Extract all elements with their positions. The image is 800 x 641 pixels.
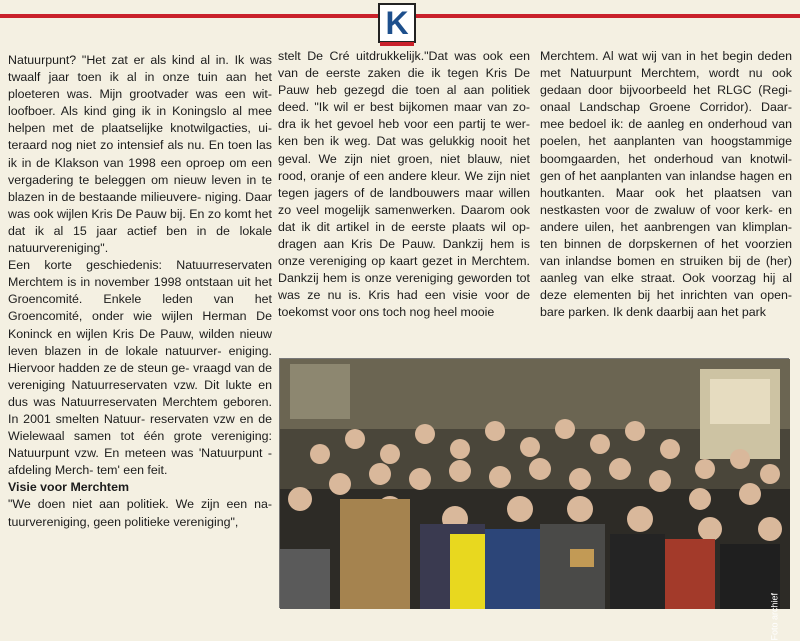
group-photo-illustration bbox=[280, 359, 790, 609]
logo-letter: K bbox=[385, 5, 409, 41]
group-photo bbox=[279, 358, 789, 641]
article-column-2 bbox=[278, 48, 530, 322]
magazine-logo bbox=[378, 3, 416, 43]
photo-credit: Foto archief bbox=[770, 593, 780, 641]
section-heading: Visie voor Merchtem bbox=[8, 480, 129, 495]
paragraph-politics: stelt De Cré uitdrukkelijk."Dat was ook een van de eerste zaken die ik tegen Kris De Pauw heb gezegd die toen al aan politiek deed. "Ik wil er best bijkomen maar van zo- dra ik het gevoel heb voor een partij te wer- ken ben ik weg. Dat was gelukkig nooit het geval. We zijn niet groen, niet blauw, niet rood, oranje of een andere kleur. We zijn niet tegen jagers of de landbouwers maar willen zo veel mogelijk samenwerken. Daarom ook dat ik dit artikel in de eerste plaats wil op- dragen aan Kris De Pauw. Dankzij hem is onze vereniging op kaart gezet in Merchtem. Dankzij hem is onze vereniging geworden tot was ze nu is. Kris had een visie voor de toekomst voor ons toch nog heel mooie bbox=[278, 49, 530, 320]
article-column-1 bbox=[8, 52, 272, 531]
paragraph-vision-start: "We doen niet aan politiek. We zijn een na- tuurvereniging, geen politieke vereniging", bbox=[8, 497, 272, 529]
article-column-3 bbox=[540, 48, 792, 322]
paragraph-intro: Natuurpunt? "Het zat er als kind al in. Ik was twaalf jaar toen ik al in onze tuin aan het ploeteren was. Mijn grootvader was een wit- loofboer. Als kind ging ik in Koningslo al mee helpen met de plaatselijke knotwilgacties, ui- teraard nog niet zo intensief als nu. En toen las ik in de Klakson van 1998 een oproep om een vergadering te beleggen om nieuw leven in te blazen in de bestaande milieuvere- niging. Daar was ook wijlen Kris De Pauw bij. En zo komt het dat ik al 15 jaar actief ben in de lokale natuurvereniging". bbox=[8, 53, 272, 256]
paragraph-history: Een korte geschiedenis: Natuurreservaten Merchtem is in november 1998 ontstaan uit het Groencomité. Enkele leden van het Groencomité, onder wie wijlen Herman De Koninck en wijlen Kris De Pauw, wilden nieuw leven blazen in de lokale natuurver- eniging. Hiervoor hadden ze de steun ge- vraagd van de vereniging Natuurreservaten vzw. Dit lukte en dus was Natuurreservaten Merchtem geboren. In 2001 smelten Natuur- reservaten vzw en de Wielewaal samen tot één grote vereniging: Natuurpunt vzw. En meteen was 'Natuurpunt - afdeling Merch- tem' een feit. bbox=[8, 258, 272, 478]
logo-stripe bbox=[380, 42, 414, 46]
paragraph-rlgc: Merchtem. Al wat wij van in het begin deden met Natuurpunt Merchtem, wordt nu ook gedaan door bijvoorbeeld het RLGC (Regi- onaal Landschap Groene Corridor). Daar- mee bedoel ik: de aanleg en onderhoud van poelen, het aanplanten van hoogstammige boomgaarden, het onderhoud van knotwil- gen of het aanplanten van inlandse hagen en houtkanten. Maar ook het plaatsen van nestkasten voor de zwaluw of voor kerk- en andere uilen, het aanbrengen van klimplan- ten binnen de dorpskernen of het voorzien van inlandse bomen en struiken bij de (her) aanleg van elke straat. Ook voorzag hij al deze elementen bij het inrichten van open- bare parken. Ik denk daarbij aan het park bbox=[540, 49, 792, 320]
